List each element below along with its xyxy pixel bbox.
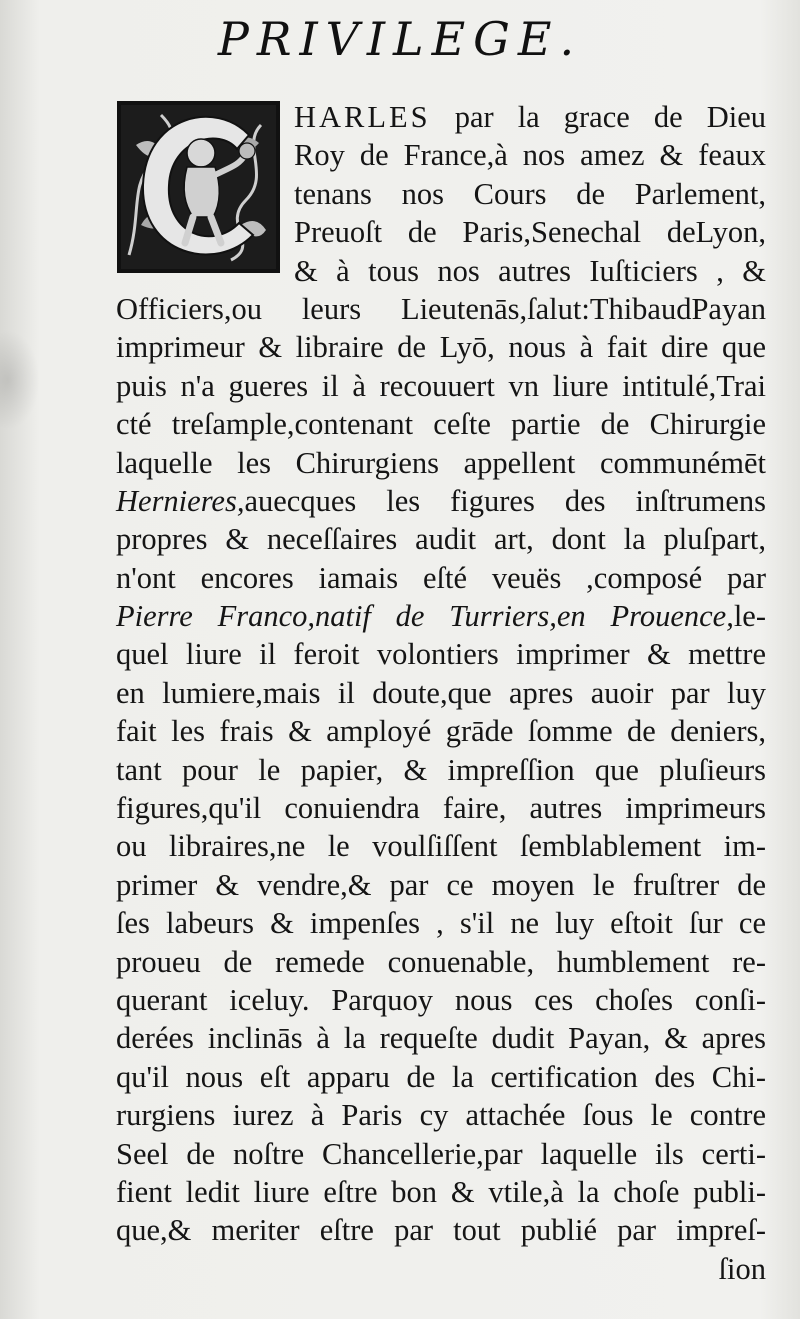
line-text: querant iceluy. Parquoy nous ces choſes conſi-: [116, 982, 766, 1017]
line-text: imprimeur & libraire de Lyō, nous à fait dire que: [116, 330, 766, 365]
line-text: en lumiere,mais il doute,que apres auoir par luy: [116, 675, 766, 710]
text-line: [116, 444, 766, 482]
line-text: par la grace de Dieu: [454, 100, 766, 134]
text-line: [116, 1250, 766, 1288]
italic-phrase: Pierre Franco,natif de Turriers,en Prouence,: [116, 599, 734, 634]
text-line: [116, 328, 766, 366]
text-line: [116, 674, 766, 712]
line-text: & à tous nos autres Iuſticiers , &: [294, 253, 766, 288]
text-line: [116, 866, 766, 904]
text-line: [116, 1211, 766, 1249]
text-line: [116, 751, 766, 789]
line-text: Officiers,ou leurs Lieutenās,ſalut:ThibaudPayan: [116, 291, 766, 326]
line-text: fient ledit liure eſtre bon & vtile,à la choſe publi-: [116, 1174, 766, 1209]
line-text: auecques les figures des inſtrumens: [244, 483, 766, 518]
ink-bleed: [0, 330, 40, 430]
text-line: [116, 405, 766, 443]
text-line: [116, 597, 766, 635]
text-line: [116, 520, 766, 558]
line-text: puis n'a gueres il à recouuert vn liure intitulé,Trai: [116, 368, 766, 403]
line-text: n'ont encores iamais eſté veuës ,composé par: [116, 560, 766, 595]
line-text: quel liure il feroit volontiers imprimer & mettre: [116, 637, 766, 672]
line-text: laquelle les Chirurgiens appellent communémēt: [116, 445, 766, 480]
line-text: fait les frais & amployé grāde ſomme de deniers,: [116, 714, 766, 749]
line-text: proueu de remede conuenable, humblement re-: [116, 944, 766, 979]
line-text: derées inclinās à la requeſte dudit Payan, & apres: [116, 1021, 766, 1056]
text-line: [294, 252, 766, 290]
line-text: primer & vendre,& par ce moyen le fruſtrer de: [116, 867, 766, 902]
privilege-text: [116, 98, 766, 1288]
text-line: [116, 827, 766, 865]
line-text: qu'il nous eſt apparu de la certification des Chi-: [116, 1059, 766, 1094]
text-line: [116, 1019, 766, 1057]
line-text: figures,qu'il conuiendra faire, autres imprimeurs: [116, 791, 766, 826]
line-text: le-: [733, 599, 766, 634]
line-text: tant pour le papier, & impreſſion que pluſieurs: [116, 752, 766, 787]
text-line: [116, 943, 766, 981]
line-text: Seel de noſtre Chancellerie,par laquelle ils certi-: [116, 1136, 766, 1171]
lead-word: HARLES: [294, 100, 431, 134]
text-line: [116, 712, 766, 750]
line-text: ſes labeurs & impenſes , s'il ne luy eſtoit ſur ce: [116, 906, 766, 941]
line-text: tenans nos Cours de Parlement,: [294, 176, 766, 211]
text-line: [116, 1135, 766, 1173]
line-text: rurgiens iurez à Paris cy attachée ſous le contre: [116, 1098, 766, 1133]
text-line: [294, 213, 766, 251]
text-line: [116, 482, 766, 520]
line-text: propres & neceſſaires audit art, dont la pluſpart,: [116, 522, 766, 557]
line-text: Preuoſt de Paris,Senechal deLyon,: [294, 215, 766, 250]
text-line: [116, 559, 766, 597]
text-line: [294, 136, 766, 174]
line-text: ſion: [718, 1251, 766, 1286]
text-line: [116, 1173, 766, 1211]
text-line: [294, 175, 766, 213]
italic-phrase: Hernieres,: [116, 483, 245, 518]
text-line: [116, 635, 766, 673]
text-line: [116, 904, 766, 942]
line-text: Roy de France,à nos amez & feaux: [294, 138, 766, 173]
text-line: [116, 290, 766, 328]
text-line: [116, 1096, 766, 1134]
text-line: [294, 98, 766, 136]
line-text: que,& meriter eſtre par tout publié par impreſ-: [116, 1213, 766, 1248]
text-line: [116, 367, 766, 405]
text-line: [116, 789, 766, 827]
text-line: [116, 1058, 766, 1096]
line-text: ou libraires,ne le voulſiſſent ſemblablement im-: [116, 829, 766, 864]
text-line: [116, 981, 766, 1019]
page-title: PRIVILEGE.: [217, 12, 583, 66]
line-text: cté treſample,contenant ceſte partie de Chirurgie: [116, 407, 766, 442]
